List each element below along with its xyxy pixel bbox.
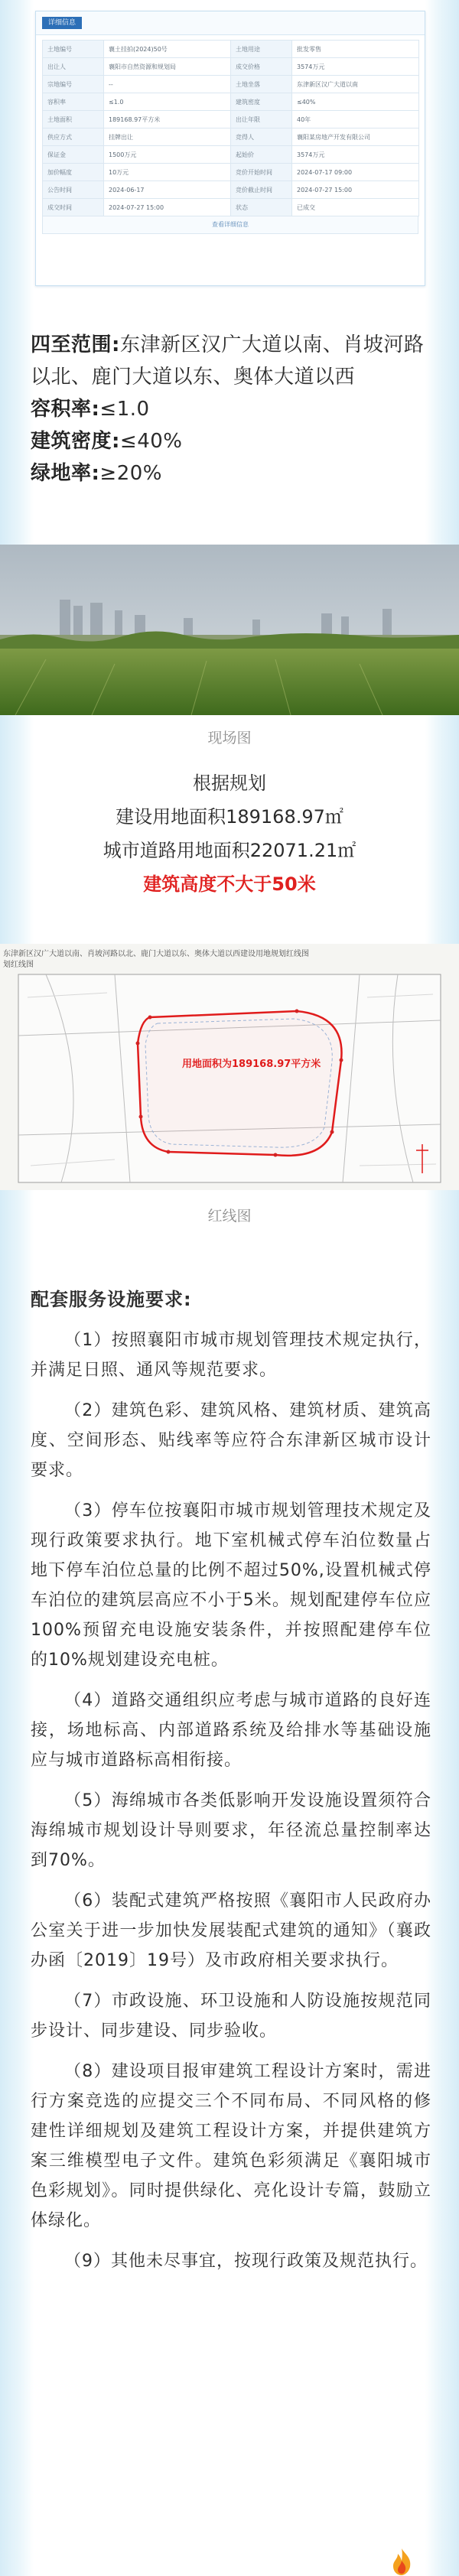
requirements-title: 配套服务设施要求: [31, 1289, 192, 1310]
info-field-value: 东津新区汉广大道以南 [292, 76, 419, 93]
info-field-label: 成交时间 [43, 199, 104, 216]
info-field-value: 襄阳市自然资源和规划局 [104, 58, 231, 76]
site-photo [0, 545, 459, 715]
info-field-value: 3574万元 [292, 58, 419, 76]
height-limit: 建筑高度不大于50米 [143, 873, 316, 895]
requirement-item: （6）装配式建筑严格按照《襄阳市人民政府办公室关于进一步加快发展装配式建筑的通知》（襄政办函〔2019〕19号）及市政府相关要求执行。 [31, 1891, 431, 1970]
info-field-label: 成交价格 [231, 58, 292, 76]
requirement-item: （9）其他未尽事宜，按现行政策及规范执行。 [64, 2252, 428, 2271]
info-field-label: 容积率 [43, 93, 104, 111]
card-header [36, 11, 425, 35]
info-field-label: 建筑密度 [231, 93, 292, 111]
requirement-item: （8）建设项目报审建筑工程设计方案时，需进行方案竞选的应提交三个不同布局、不同风格的修建性详细规划及建筑工程设计方案，并提供建筑方案三维模型电子文件。建筑色彩须满足《襄阳城市色彩规划》。同时提供绿化、亮化设计专篇，鼓励立体绿化。 [31, 2062, 431, 2230]
info-field-label: 宗地编号 [43, 76, 104, 93]
site-photo-illustration [0, 545, 459, 715]
info-field-value: 襄阳某房地产开发有限公司 [292, 128, 419, 146]
info-field-label: 出让人 [43, 58, 104, 76]
land-info-table [42, 40, 419, 216]
scope-line [31, 329, 435, 393]
photo-caption: 现场图 [207, 730, 252, 746]
requirement-item: （5）海绵城市各类低影响开发设施设置须符合海绵城市规划设计导则要求，年径流总量控制率达到70%。 [31, 1791, 431, 1870]
info-field-value: 襄土挂拍(2024)50号 [104, 41, 231, 58]
info-field-value: 3574万元 [292, 146, 419, 164]
requirement-item: （7）市政设施、环卫设施和人防设施按规范同步设计、同步建设、同步验收。 [31, 1992, 431, 2041]
info-table-row [43, 93, 419, 111]
info-field-value: -- [104, 76, 231, 93]
info-field-value: 40年 [292, 111, 419, 128]
green-label: 绿地率: [31, 462, 100, 485]
map-subtitle: 划红线图 [3, 961, 34, 969]
green-value: ≥20% [99, 462, 162, 485]
facility-requirements [31, 1285, 431, 2287]
info-field-label: 土地面积 [43, 111, 104, 128]
info-table-row [43, 181, 419, 199]
view-details-link[interactable]: 查看详细信息 [42, 216, 418, 234]
info-field-value: 1500万元 [104, 146, 231, 164]
land-indicators [31, 329, 435, 490]
requirement-item: （4）道路交通组织应考虑与城市道路的良好连接，场地标高、内部道路系统及给排水等基础设施应与城市道路标高相衔接。 [31, 1691, 431, 1770]
map-caption: 红线图 [207, 1208, 252, 1225]
map-title: 东津新区汉广大道以南、肖坡河路以北、鹿门大道以东、奥体大道以西建设用地规划红线图 [3, 950, 309, 958]
info-table-row [43, 146, 419, 164]
info-field-label: 竞得人 [231, 128, 292, 146]
construction-land-area: 建设用地面积189168.97㎡ [116, 806, 343, 828]
info-field-value: 2024-07-27 15:00 [104, 199, 231, 216]
info-field-value: ≤40% [292, 93, 419, 111]
card-tab[interactable]: 详细信息 [42, 17, 82, 29]
info-field-value: 已成交 [292, 199, 419, 216]
flame-icon [389, 2547, 415, 2576]
info-field-label: 状态 [231, 199, 292, 216]
info-table-row [43, 128, 419, 146]
info-field-label: 起始价 [231, 146, 292, 164]
scope-label: 四至范围: [31, 333, 120, 356]
info-field-label: 保证金 [43, 146, 104, 164]
info-table-row [43, 164, 419, 181]
green-line [31, 457, 435, 490]
info-field-label: 土地编号 [43, 41, 104, 58]
info-table-row [43, 111, 419, 128]
info-field-label: 竞价截止时间 [231, 181, 292, 199]
map-area-label: 用地面积为189168.97平方米 [182, 1059, 321, 1070]
info-field-value: 189168.97平方米 [104, 111, 231, 128]
far-line [31, 393, 435, 425]
density-label: 建筑密度: [31, 430, 120, 453]
scope-text: 东津新区汉广大道以南、肖坡河路以北、鹿门大道以东、奥体大道以西 [31, 333, 425, 389]
road-land-area: 城市道路用地面积22071.21㎡ [103, 840, 356, 861]
requirement-item: （1）按照襄阳市城市规划管理技术规定执行，并满足日照、通风等规范要求。 [31, 1331, 431, 1380]
density-value: ≤40% [119, 430, 183, 453]
info-field-value: 2024-07-17 09:00 [292, 164, 419, 181]
info-table-row [43, 199, 419, 216]
red-line-map [0, 944, 459, 1190]
info-field-label: 公告时间 [43, 181, 104, 199]
info-field-label: 土地坐落 [231, 76, 292, 93]
info-field-value: 2024-06-17 [104, 181, 231, 199]
planning-intro: 根据规划 [193, 772, 266, 794]
info-field-label: 供应方式 [43, 128, 104, 146]
requirement-item: （3）停车位按襄阳市城市规划管理技术规定及现行政策要求执行。地下室机械式停车泊位数量占地下停车泊位总量的比例不超过50%,设置机械式停车泊位的建筑层高应不小于5米。规划配建停车位应100%预留充电设施安装条件，并按照配建停车位的10%规划建设充电桩。 [31, 1501, 431, 1670]
info-field-value: ≤1.0 [104, 93, 231, 111]
info-field-value: 挂牌出让 [104, 128, 231, 146]
info-table-row [43, 76, 419, 93]
info-table-row [43, 58, 419, 76]
info-field-value: 批发零售 [292, 41, 419, 58]
info-table-row [43, 41, 419, 58]
land-info-card [35, 11, 425, 286]
far-value: ≤1.0 [99, 398, 150, 421]
info-field-label: 土地用途 [231, 41, 292, 58]
far-label: 容积率: [31, 398, 100, 421]
info-field-value: 2024-07-27 15:00 [292, 181, 419, 199]
info-field-label: 出让年限 [231, 111, 292, 128]
info-field-value: 10万元 [104, 164, 231, 181]
info-field-label: 加价幅度 [43, 164, 104, 181]
requirement-item: （2）建筑色彩、建筑风格、建筑材质、建筑高度、空间形态、贴线率等应符合东津新区城市设计要求。 [31, 1401, 431, 1480]
info-field-label: 竞价开始时间 [231, 164, 292, 181]
density-line [31, 425, 435, 457]
